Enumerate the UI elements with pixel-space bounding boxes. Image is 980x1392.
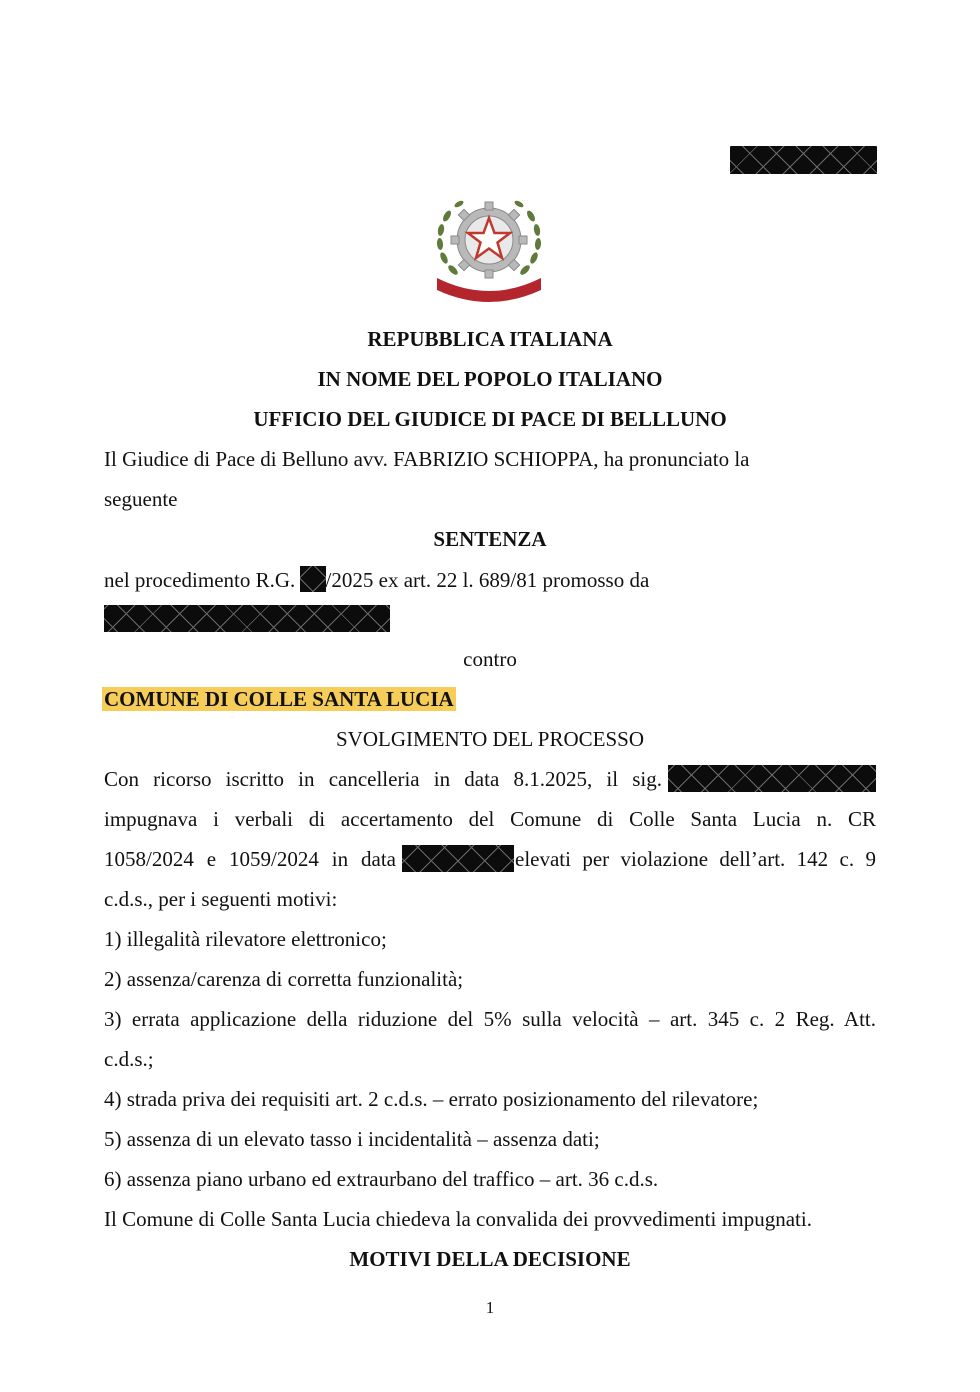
list-item-continuation: c.d.s.; — [104, 1047, 154, 1071]
section-motivi: MOTIVI DELLA DECISIONE — [349, 1247, 631, 1271]
list-item: 4) strada priva dei requisiti art. 2 c.d.s. – errato posizionamento del rilevatore; — [104, 1087, 759, 1111]
body-closing: Il Comune di Colle Santa Lucia chiedeva la convalida dei provvedimenti impugnati. — [104, 1207, 812, 1231]
title-repubblica: REPUBBLICA ITALIANA — [367, 327, 613, 351]
body-line-3a: 1058/2024 e 1059/2024 in data — [104, 847, 396, 871]
sentenza-heading: SENTENZA — [433, 527, 547, 551]
list-item: 2) assenza/carenza di corretta funzionalità; — [104, 967, 464, 991]
title-ufficio: UFFICIO DEL GIUDICE DI PACE DI BELLLUNO — [253, 407, 727, 431]
redacted-plaintiff-name — [104, 605, 390, 632]
title-popolo: IN NOME DEL POPOLO ITALIANO — [317, 367, 663, 391]
redacted-plaintiff-name-2 — [668, 765, 876, 792]
italian-republic-emblem-icon — [427, 186, 551, 304]
procedure-prefix: nel procedimento R.G. — [104, 568, 296, 592]
list-item: 3) errata applicazione della riduzione del 5% sulla velocità – art. 345 c. 2 Reg. Att. — [104, 1007, 876, 1031]
body-line-3b: elevati per violazione dell’art. 142 c. 9 — [515, 847, 876, 871]
redacted-rg-number — [300, 566, 326, 592]
procedure-suffix: /2025 ex art. 22 l. 689/81 promosso da — [325, 568, 650, 592]
contro-label: contro — [463, 647, 517, 671]
intro-line-2: seguente — [104, 487, 178, 511]
redacted-header-block — [730, 146, 877, 174]
list-item: 1) illegalità rilevatore elettronico; — [104, 927, 387, 951]
section-svolgimento: SVOLGIMENTO DEL PROCESSO — [335, 727, 645, 751]
respondent-name: COMUNE DI COLLE SANTA LUCIA — [104, 687, 454, 711]
body-line-2: impugnava i verbali di accertamento del Comune di Colle Santa Lucia n. CR — [104, 807, 876, 831]
body-line-4: c.d.s., per i seguenti motivi: — [104, 887, 338, 911]
body-line-1-text: Con ricorso iscritto in cancelleria in data 8.1.2025, il sig. — [104, 767, 662, 791]
list-item: 5) assenza di un elevato tasso i incidentalità – assenza dati; — [104, 1127, 600, 1151]
respondent-line — [104, 686, 876, 712]
list-item: 6) assenza piano urbano ed extraurbano del traffico – art. 36 c.d.s. — [104, 1167, 659, 1191]
page-number: 1 — [485, 1298, 495, 1317]
redacted-date — [402, 845, 514, 872]
intro-line-1: Il Giudice di Pace di Belluno avv. FABRIZIO SCHIOPPA, ha pronunciato la — [104, 447, 750, 471]
procedure-line — [104, 566, 876, 593]
